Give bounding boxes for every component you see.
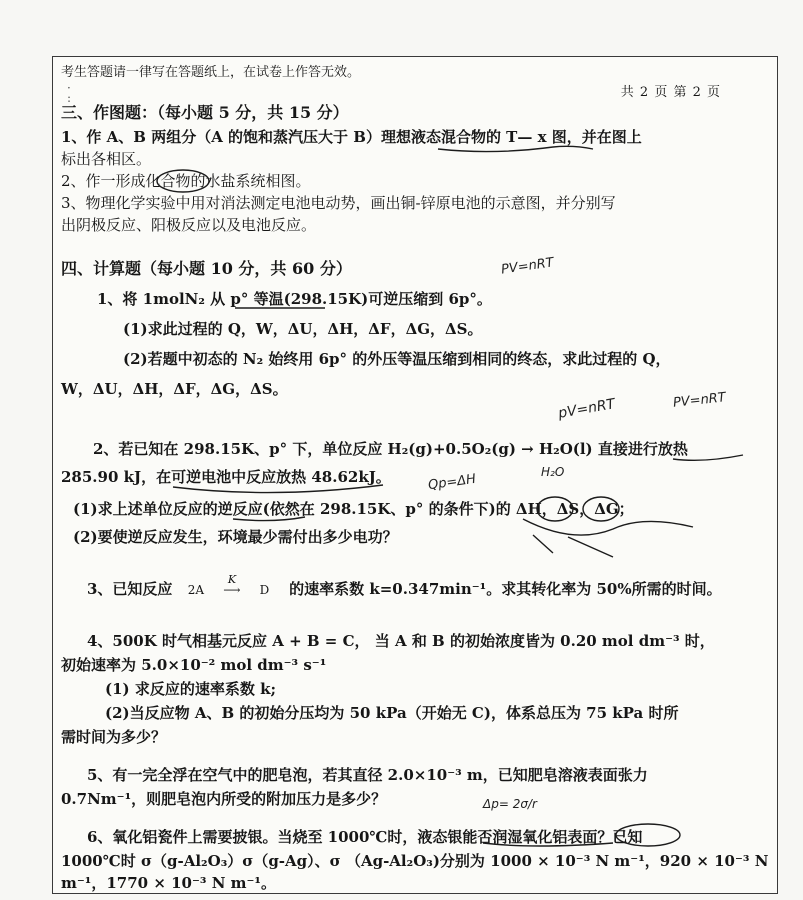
s4-c4-line1: 4、500K 时气相基元反应 A + B = C， 当 A 和 B 的初始浓度皆为 0.20 mol dm⁻³ 时， [87,632,715,650]
s4-c4-part1: (1) 求反应的速率系数 k; [105,680,277,698]
underline-direct-exothermic [673,455,743,460]
s4-c4-line2: 初始速率为 5.0×10⁻² mol dm⁻³ s⁻¹ [61,656,327,674]
section4-title: 四、计算题（每小题 10 分，共 60 分） [61,259,352,278]
eq-arrow: K ⟶ [208,580,256,600]
s3-q1-line1: 1、作 A、B 两组分（A 的饱和蒸汽压大于 B）理想液态混合物的 T— x 图，并在图上 [61,128,642,146]
s4-c6-line2: 1000℃时 σ（g-Al₂O₃）σ（g-Ag）、σ （Ag-Al₂O₃)分别为 1000 × 10⁻³ N m⁻¹，920 × 10⁻³ N [61,852,769,870]
underline-reversible-cell [173,485,383,493]
s4-c2-line1: 2、若已知在 298.15K、p° 下，单位反应 H₂(g)+0.5O₂(g) → H₂O(l) 直接进行放热 [93,440,688,458]
margin-dots: · : [67,81,72,105]
s4-c5-line1: 5、有一完全浮在空气中的肥皂泡，若其直径 2.0×10⁻³ m，已知肥皂溶液表面张力 [87,766,648,784]
s4-c1-part1: (1)求此过程的 Q，W，ΔU，ΔH，ΔF，ΔG，ΔS。 [123,320,483,338]
s4-c2-line2: 285.90 kJ，在可逆电池中反应放热 48.62kJ。 [61,468,391,486]
s4-c1: 1、将 1molN₂ 从 p° 等温(298.15K)可逆压缩到 6p°。 [97,290,492,308]
handwriting-pv-1: PV=nRT [500,255,555,278]
underline-ideal-mixture [438,146,593,151]
circle-dH [537,497,573,521]
s4-c2-part1: (1)求上述单位反应的逆反应(依然在 298.15K、p° 的条件下)的 ΔH，ΔS，ΔG； [73,500,634,518]
eq-left: 2A [187,583,204,597]
circle-alumina [616,824,680,846]
s4-c1-part2-line1: (2)若题中初态的 N₂ 始终用 6p° 的外压等温压缩到相同的终态，求此过程的 Q， [123,350,671,368]
header-note: 考生答题请一律写在答题纸上，在试卷上作答无效。 [61,65,361,80]
s4-c4-part2-line2: 需时间为多少？ [61,728,167,746]
circle-dS [583,497,619,521]
handwriting-dp: Δp= 2σ/r [483,797,537,811]
s4-c3-pre: 3、已知反应 [87,580,173,598]
s3-q3-line1: 3、物理化学实验中用对消法测定电池电动势，画出铜-锌原电池的示意图，并分别写 [61,194,616,212]
scribble-dh-ds [523,519,693,557]
s3-q3-line2: 出阴极反应、阳极反应以及电池反应。 [61,216,317,234]
s4-c3-post: 的速率系数 k=0.347min⁻¹。求其转化率为 50%所需的时间。 [289,580,722,598]
s4-c1-part2-line2: W，ΔU，ΔH，ΔF，ΔG，ΔS。 [61,380,288,398]
handwriting-qp: Qp=ΔH [427,471,477,494]
handwriting-pv-3: PV=nRT [672,390,727,411]
page-number: 共 2 页 第 2 页 [620,85,721,100]
exam-page [52,56,778,894]
underline-reverse-reaction [233,517,305,521]
s3-q1-line2: 标出各相区。 [61,150,152,168]
eq-right: D [259,583,270,597]
handwriting-h2o: H₂O [541,465,565,479]
section3-title: 三、作图题：（每小题 5 分，共 15 分） [61,103,349,122]
circle-compound [157,170,209,192]
handwriting-pv-2: pV=nRT [557,396,617,422]
eq-k: K [227,573,237,586]
s3-q2: 2、作一形成化合物的水盐系统相图。 [61,172,311,190]
s4-c6-line3: m⁻¹，1770 × 10⁻³ N m⁻¹。 [61,874,276,892]
underline-liquid-silver [483,843,613,846]
s4-c6-line1: 6、氧化铝瓷件上需要披银。当烧至 1000℃时，液态银能否润湿氧化铝表面？已知 [87,828,643,846]
s4-c5-line2: 0.7Nm⁻¹，则肥皂泡内所受的附加压力是多少？ [61,790,387,808]
s4-c4-part2-line1: (2)当反应物 A、B 的初始分压均为 50 kPa（开始无 C)，体系总压为 75 kPa 时所 [105,704,679,722]
s4-c2-part2: (2)要使逆反应发生，环境最少需付出多少电功？ [73,528,398,546]
pen-annotations [53,57,777,893]
